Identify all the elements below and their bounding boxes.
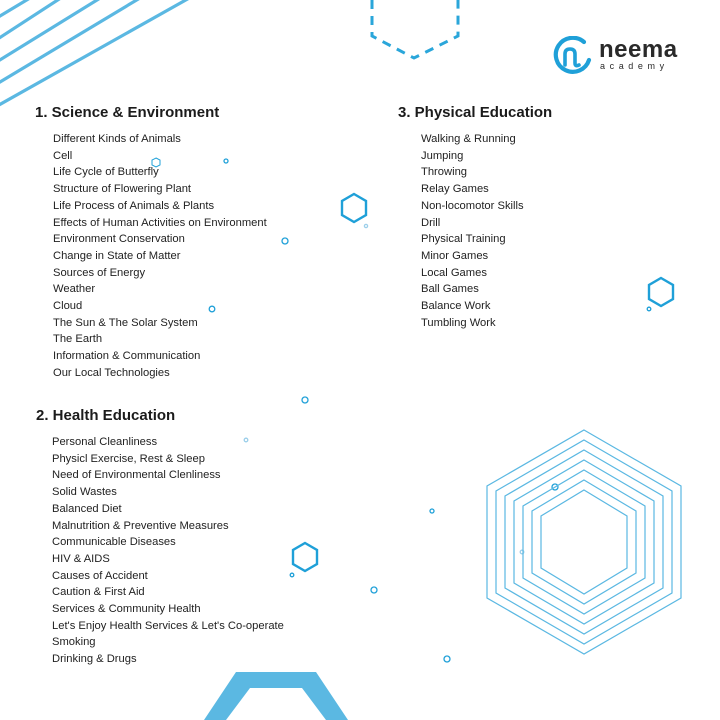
section-title: 3. Physical Education <box>398 104 553 121</box>
list-item: Malnutrition & Preventive Measures <box>52 519 229 532</box>
brand-subtitle: academy <box>600 61 669 71</box>
list-item: Structure of Flowering Plant <box>53 183 192 196</box>
list-item: Let's Enjoy Health Services & Let's Co-operate <box>52 619 284 632</box>
list-item: Jumping <box>421 149 464 162</box>
list-item: Drinking & Drugs <box>52 653 137 666</box>
list-item: Local Games <box>421 266 487 279</box>
section-science-environment <box>35 104 267 379</box>
list-item: Personal Cleanliness <box>52 436 158 448</box>
brand-name: neema <box>599 36 678 63</box>
list-item: HIV & AIDS <box>52 552 110 565</box>
logo-n-icon <box>553 36 593 76</box>
list-item: Ball Games <box>421 283 479 296</box>
list-item: Tumbling Work <box>421 316 496 329</box>
list-item: Change in State of Matter <box>53 249 181 262</box>
list-item: Balance Work <box>421 300 491 313</box>
list-item: Need of Environmental Clenliness <box>52 469 221 482</box>
list-item: Different Kinds of Animals <box>53 133 181 145</box>
list-item: Life Process of Animals & Plants <box>53 199 215 212</box>
list-item: Information & Communication <box>53 350 201 363</box>
diagonal-stripes <box>0 0 200 110</box>
list-item: Sources of Energy <box>53 266 146 279</box>
list-item: Drill <box>421 216 441 229</box>
list-item: Causes of Accident <box>52 569 148 582</box>
list-item: Physicl Exercise, Rest & Sleep <box>52 452 205 465</box>
section-health-education <box>36 407 284 666</box>
list-item: Our Local Technologies <box>53 366 170 379</box>
section-physical-education <box>398 104 553 329</box>
list-item: Smoking <box>52 636 96 649</box>
list-item: Throwing <box>421 166 468 179</box>
concentric-hexagons <box>487 430 681 654</box>
topic-list <box>52 434 284 668</box>
list-item: Balanced Diet <box>52 502 122 515</box>
list-item: Minor Games <box>421 249 489 262</box>
list-item: Communicable Diseases <box>52 536 176 549</box>
list-item: Effects of Human Activities on Environment <box>53 216 267 229</box>
list-item: Services & Community Health <box>52 603 201 616</box>
topic-list <box>421 131 524 331</box>
list-item: Cloud <box>53 300 83 313</box>
list-item: Non-locomotor Skills <box>421 199 524 212</box>
list-item: Caution & First Aid <box>52 586 145 599</box>
topic-list <box>53 131 267 382</box>
list-item: Weather <box>53 283 96 296</box>
list-item: Relay Games <box>421 183 489 196</box>
list-item: Physical Training <box>421 233 506 246</box>
hexagon-fragment-bottom <box>204 672 348 720</box>
list-item: Life Cycle of Butterfly <box>53 166 159 179</box>
brand-logo <box>553 36 693 76</box>
list-item: Environment Conservation <box>53 233 185 246</box>
list-item: The Earth <box>53 333 103 346</box>
dashed-hexagon-top <box>372 0 458 58</box>
section-title: 1. Science & Environment <box>35 104 220 121</box>
list-item: Cell <box>53 149 73 162</box>
list-item: Solid Wastes <box>52 486 117 499</box>
list-item: The Sun & The Solar System <box>53 316 198 329</box>
list-item: Walking & Running <box>421 133 516 145</box>
section-title: 2. Health Education <box>36 407 176 424</box>
